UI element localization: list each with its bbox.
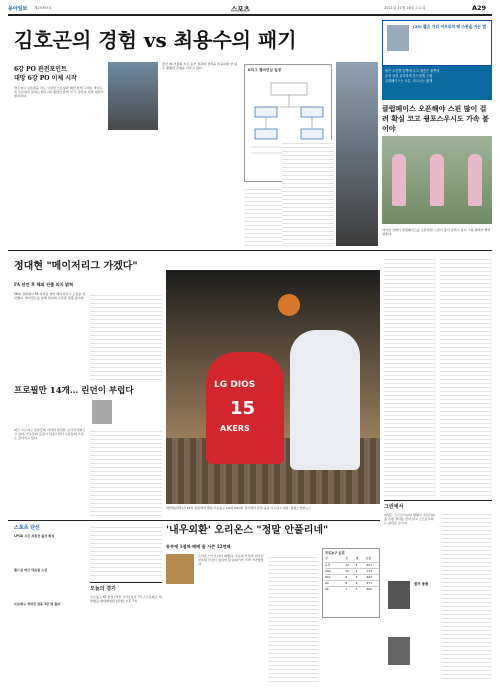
column2-body: 최근 프로야구 선수들의 이적과 관련한 소식이 잇따르고 있다. 선수들의 몸값이 치솟으면서 구단들의 고민도 깊어지고 있다. xyxy=(14,428,86,441)
section-rule-1 xyxy=(8,250,492,251)
today-games-body: 프로농구 KT-삼성 (부산 사직) 오후 7시 / 프로배구 대한항공-현대캐피탈 (인천) 오후 7시 xyxy=(90,595,162,604)
standings-cell: .857 xyxy=(365,563,372,567)
golf-bullet-3: 클럽페이스는 오픈, 피니시는 짧게 xyxy=(385,79,433,83)
standings-row xyxy=(325,568,379,574)
golf-bullet-1: 볼은 오른발 앞쪽에 두고 체중은 왼쪽에 xyxy=(385,69,440,73)
golf-tip-box xyxy=(382,66,492,100)
jersey-team: AKERS xyxy=(220,424,250,433)
basketball xyxy=(278,294,300,316)
standings-rows xyxy=(325,562,379,592)
standings-cell: .714 xyxy=(365,569,372,573)
standings-cell: .643 xyxy=(365,575,372,579)
main-body-3 xyxy=(282,140,334,244)
product-photo-1 xyxy=(388,581,410,609)
standings-cell: KCC xyxy=(325,575,331,579)
masthead xyxy=(8,4,492,13)
standings-cell: 7 xyxy=(345,587,348,591)
schedule-box-label: K리그 챔피언십 일정 xyxy=(248,68,282,72)
golfer-avatar xyxy=(387,25,409,51)
sports-sub-headline: 정대현 "메이저리그 가겠다" xyxy=(14,261,138,272)
standings-col-pct: 승률 xyxy=(365,556,372,560)
standings-cell: 10 xyxy=(345,569,349,573)
golf-profile-box xyxy=(382,20,492,66)
standings-cell: 9 xyxy=(345,575,348,579)
main-body-1: 박주영이 오른쪽을 차도 사실상 스트링과 레인 자세 그대로 마치도록 주문하지 못하는 K리그의 챔피언 앞에 선 두 감독의 지략 대결이 펼쳐진다. xyxy=(14,86,104,99)
standings-cell: LG xyxy=(325,581,329,585)
main-subhead-1: 6강 PO 관전포인트 xyxy=(14,66,67,73)
left-brief-col-2 xyxy=(90,524,162,578)
left-brief-title: 스포츠 단신 xyxy=(14,525,40,531)
standings-cell: 동부 xyxy=(325,563,331,567)
basketball-caption: 박찬희(왼쪽)가 15일 창원에서 열린 프로농구 LG와 KGC의 경기에서 골밑 슛을 시도하고 있다. 창원 | 연합뉴스 xyxy=(166,506,311,510)
golf-headline: 클럽페이스 오픈해야 스핀 많이 걸려 확실 코고 꿩포스우시도 가속 붙어야 xyxy=(382,104,489,133)
standings-cell: 2 xyxy=(355,563,358,567)
standings-header xyxy=(325,556,379,561)
bottom-subhead: 동부에 1점차 패배 올 시즌 12연패 xyxy=(166,544,231,549)
column2-body-2 xyxy=(90,428,162,516)
golf-bullet-2: 손목 코킹 유지하며 부드럽게 스윙 xyxy=(385,74,433,78)
right-brief-col-2 xyxy=(442,511,492,681)
main-subhead-2: 대망 6강 PO 이제 시작 xyxy=(14,75,77,82)
right-body-2 xyxy=(440,256,492,496)
standings-col-win: 승 xyxy=(345,556,349,560)
standings-row xyxy=(325,574,379,580)
coach-photo-kim xyxy=(108,62,158,130)
today-games-box xyxy=(90,582,162,684)
basketball-photo xyxy=(166,270,380,504)
today-games-title: 오늘의 경기 xyxy=(90,586,116,592)
bottom-headline: '내우외환' 오리온스 "정말 안풀리네" xyxy=(166,525,329,536)
standings-title: 프로농구 순위 xyxy=(325,551,345,555)
left-brief-item-3: 프로배구 개막전 관중 1만 명 돌파 xyxy=(14,602,61,607)
standings-cell: 5 xyxy=(355,575,358,579)
standings-cell: 12 xyxy=(345,563,349,567)
standings-cell: .571 xyxy=(365,581,372,585)
standings-row xyxy=(325,562,379,568)
standings-cell: KGC xyxy=(325,569,331,573)
right-ad-label: 골프 용품 xyxy=(414,582,429,586)
main-body-2: 울산 vs 서울의 시즌 승부 결과와 전력을 비교하면 양 팀은 팽팽한 균형을 이루고 있다. xyxy=(162,62,238,71)
standings-col-team: 팀 xyxy=(325,556,328,560)
left-brief-item-2: 월드컵 예선 대표팀 소집 xyxy=(14,568,48,573)
bottom-body-2 xyxy=(268,554,318,684)
golf-tip-title: (25) 짧은 거리 어프로치 때 스핀을 거는 법 xyxy=(413,24,487,29)
masthead-rule xyxy=(8,14,492,16)
right-brief-title: 그린에서 xyxy=(384,504,404,510)
left-brief-box xyxy=(14,524,86,684)
standings-col-loss: 패 xyxy=(355,556,359,560)
golf-frame-2 xyxy=(430,154,444,206)
player-red xyxy=(206,352,284,464)
right-body-1 xyxy=(384,256,436,496)
left-brief-item-1: LPGA 시즌 최종전 출전 확정 xyxy=(14,534,55,538)
standings-cell: 8 xyxy=(345,581,348,585)
bottom-body: 오리온스가 또다시 패했다. 주포의 부상과 외국인 선수의 부진이 겹치며 팀 분위기가 크게 가라앉았다. xyxy=(198,554,264,567)
section-name: 스포츠 xyxy=(231,5,250,13)
standings-row xyxy=(325,586,379,592)
sports-sub-body: SK의 정대현이 FA 자격을 얻어 메이저리그 도전을 선언했다. 에이전트를 통해 복수의 구단과 접촉 중이다. xyxy=(14,292,86,301)
standings-row xyxy=(325,580,379,586)
right-brief-box xyxy=(384,500,492,684)
issue-date: 2011년 11월 16일 수요일 xyxy=(384,6,426,10)
column2-headline: 프로필만 14개… 린던이 부럽다 xyxy=(14,386,134,396)
jersey-number: 15 xyxy=(230,398,256,419)
standings-table xyxy=(322,548,380,618)
golf-photo-strip xyxy=(382,136,492,224)
main-headline: 김호곤의 경험 vs 최용수의 패기 xyxy=(14,28,297,52)
bottom-player-photo xyxy=(166,554,194,584)
sports-sub-subhead: FA 선언 후 해외 진출 의지 밝혀 xyxy=(14,282,74,287)
standings-cell: 6 xyxy=(355,581,358,585)
jersey-brand: LG DIOS xyxy=(214,380,256,390)
player-white xyxy=(290,330,360,470)
standings-cell: .500 xyxy=(365,587,372,591)
standings-cell: SK xyxy=(325,587,329,591)
golf-frame-1 xyxy=(392,154,406,206)
sports-sub-body-2 xyxy=(90,292,162,382)
right-brief-body: 퍼팅은 스트로크보다 방향이 우선이다. 홀 주변 경사를 먼저 읽고 스트로크하는 습관을 들이자. xyxy=(384,513,436,526)
paper-name: 동아일보 xyxy=(8,6,28,12)
section-rule-2 xyxy=(8,520,380,521)
standings-cell: 7 xyxy=(355,587,358,591)
page-number: A29 xyxy=(472,4,487,12)
golf-frame-3 xyxy=(468,154,482,206)
columnist-photo xyxy=(92,400,112,424)
issue-number: 제29397호 xyxy=(34,6,52,10)
coach-photo-choi xyxy=(336,62,378,246)
product-photo-2 xyxy=(388,637,410,665)
golf-caption: 아이언 샷에서 클럽페이스를 오픈하면 스핀이 많이 걸리고 볼이 그린 위에서 빨리 멈춘다. xyxy=(382,228,491,237)
standings-cell: 4 xyxy=(355,569,358,573)
